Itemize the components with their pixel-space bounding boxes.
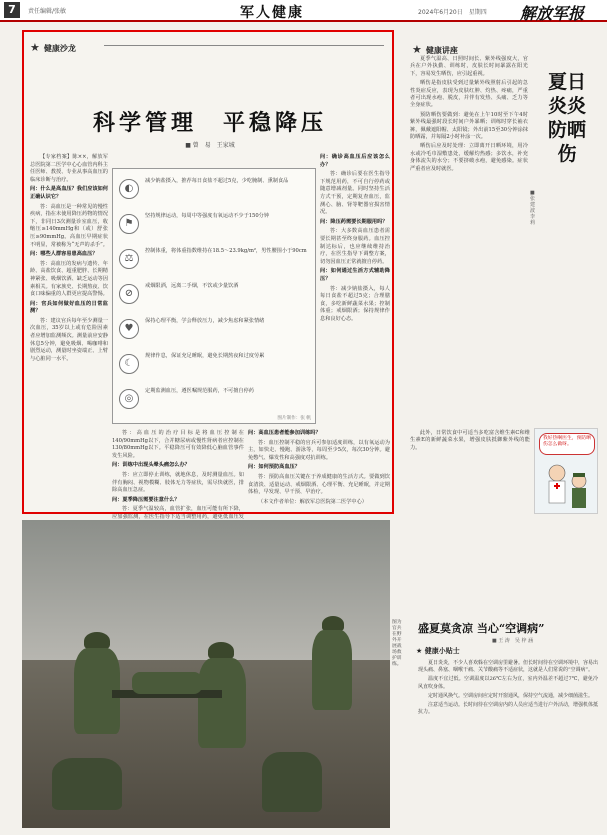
no-smoking-icon: ⊘ xyxy=(119,284,139,304)
article-body-continued xyxy=(410,430,530,514)
paragraph: 答：减少钠盐摄入，每人每日食盐不超过5克；合理膳食，多吃新鲜蔬菜水果；控制体重；戒烟限酒；保持规律作息和良好心态。 xyxy=(320,285,390,322)
paragraph: 答：大多数高血压患者需要长期甚至终身服药。血压控制达标后，也应继续维持治疗，在医生指导下调整方案，切勿因血压正常就擅自停药。 xyxy=(320,228,390,265)
page-header xyxy=(0,0,607,22)
sun-protection-article[interactable] xyxy=(402,30,598,514)
doctor-illustration-icon xyxy=(535,429,599,515)
tip-text: 坚持规律运动，每周中等强度有氧运动不少于150分钟 xyxy=(145,213,270,219)
paragraph: 预防晒伤要做到：避免在上午10时至下午4时紫外线最强时段长时间户外暴晒；训练时穿长袖衣裤，佩戴遮阳帽、太阳镜；外出前15至30分钟涂抹防晒霜，并每隔2小时补涂一次。 xyxy=(410,111,528,141)
training-photo[interactable] xyxy=(22,520,390,828)
run-icon: ⚑ xyxy=(119,214,139,234)
paragraph: 问：降压药需要长期服用吗？ xyxy=(320,218,388,225)
paragraph: 问：哪些人群容易患高血压？ xyxy=(30,251,98,258)
tips-infographic xyxy=(112,168,316,424)
paragraph: 定时通风换气。空调房间应定时开窗通风，保持空气流通，减少细菌滋生。 xyxy=(428,692,594,699)
column-tag-label: 健康沙龙 xyxy=(43,44,76,53)
paragraph: 此外，日常饮食中可适当多吃富含维生素C和维生素E的新鲜蔬菜水果，增强皮肤抵御紫外线的能力。 xyxy=(410,430,530,451)
paragraph: 答：高血压是一种常见的慢性疾病，指在未使用降压药物的情况下，非同日3次测量诊室血压，收缩压≥140mmHg和（或）舒张压≥90mmHg。高血压早期症状不明显，常被称为“无声的杀手”。 xyxy=(30,203,108,248)
star-icon: ★ xyxy=(30,41,40,54)
photo-caption: 图为官兵在野外开展战场救护训练。 xyxy=(392,620,402,667)
paragraph: 【专家档案】陈××，解放军总医院第二医学中心心血管内科主任医师、教授、专业从事高血压的临床诊断与治疗。 xyxy=(30,154,108,183)
paragraph: 问：如何通过生活方式辅助降压？ xyxy=(320,268,390,282)
paragraph: 问：高血压患者能参加训练吗？ xyxy=(248,430,321,436)
tip-text: 保持心理平衡，学会释放压力，减少焦虑和紧张情绪 xyxy=(145,318,265,324)
article-byline: ■ 王 涛 吴 梓 涵 xyxy=(492,638,534,644)
infographic-credit: 图片制作：张 帆 xyxy=(277,416,311,421)
tip-text: 控制体重，将体重指数维持在18.5～23.9kg/m²，男性腰围小于90cm xyxy=(145,248,307,254)
paragraph: 答：血压控制平稳的官兵可参加适度训练，以有氧运动为主，如快走、慢跑、游泳等，每周至少5次，每次30分钟。避免憋气、爆发性和高强度对抗训练。 xyxy=(248,439,390,461)
tip-item xyxy=(113,208,317,240)
paragraph: 答：夏季气温较高，血管扩张，血压可能有所下降，应加强监测，在医生指导下适当调整用药，避免低血压发 xyxy=(112,506,244,520)
doctor-cartoon xyxy=(534,428,598,514)
article-body xyxy=(418,660,598,830)
paragraph: 问：如何预防高血压？ xyxy=(248,464,300,471)
article-author: ■ 曾 易 王家城 xyxy=(185,142,235,149)
article-headline: 盛夏莫贪凉 当心“空调病” xyxy=(418,622,545,635)
paragraph: 问：什么是高血压？我们应该如何正确认识它？ xyxy=(30,186,108,200)
paragraph: 答：建议官兵每年至少测量一次血压，35岁以上或有危险因素者应增加监测频次。测量前应安静休息5分钟，避免吸烟、喝咖啡和剧烈运动，测量时坐姿端正、上臂与心脏同一水平。 xyxy=(30,317,108,362)
air-conditioning-article[interactable] xyxy=(412,620,600,830)
tip-item xyxy=(113,348,317,380)
article-column-1 xyxy=(30,154,108,510)
divider xyxy=(104,45,384,46)
star-icon: ★ xyxy=(412,43,422,56)
speech-bubble: 我好热啊医生，预防晒伤怎么做呀。 xyxy=(539,433,595,455)
paragraph: 晒伤是指皮肤受到过量紫外线照射后引起的急性炎症反应，表现为皮肤红肿、灼热、疼痛，严重者可出现水疱、脱皮，并伴有发热、头痛、乏力等全身症状。 xyxy=(410,80,528,109)
newspaper-logo: 解放军报 xyxy=(520,4,585,23)
tip-item xyxy=(113,243,317,275)
soldier-figure xyxy=(198,658,246,748)
article-column-2 xyxy=(320,154,390,424)
tip-item xyxy=(113,173,317,205)
paragraph: 问：官兵如何做好血压的日常监测？ xyxy=(30,300,108,315)
article-headline: 夏日炎炎防晒伤 xyxy=(547,71,586,165)
editor-credit: 责任编辑/张敏 xyxy=(28,8,67,15)
paragraph: 夏日炎炎，不少人喜欢躲在空调房里避暑。但长时间待在空调环境中，容易出现头痛、鼻塞、咽喉干痛、关节酸痛等不适症状，这就是人们常说的“空调病”。 xyxy=(418,660,599,674)
page-number: 7 xyxy=(4,2,20,18)
tip-text: 定期监测血压，遵医嘱规范服药，不可擅自停药 xyxy=(145,388,254,394)
tip-text: 减少钠盐摄入，推荐每日食盐不超过5克，少吃腌制、熏制食品 xyxy=(145,178,289,184)
paragraph: 答：确诊后要在医生指导下规范用药，不可自行停药或随意增减剂量。同时坚持生活方式干预，定期复查血压，监测心、脑、肾等靶器官损害情况。 xyxy=(320,171,390,216)
heart-icon: ♥ xyxy=(119,319,139,339)
soldier-figure xyxy=(312,630,352,710)
column-tag-label: 健康小贴士 xyxy=(424,647,460,655)
paragraph: 问：确诊高血压后应该怎么办？ xyxy=(320,154,390,168)
tip-text: 戒烟限酒，远离二手烟，不饮或少量饮酒 xyxy=(145,283,239,289)
casualty-figure xyxy=(132,672,202,694)
paragraph: 注意适当运动。长时间待在空调房内的人员应适当进行户外活动，增强机体抵抗力。 xyxy=(418,702,599,716)
salt-icon: ◐ xyxy=(119,179,139,199)
paragraph: 晒伤后应及时处理：立即离开日晒环境，用冷水或冷毛巾湿敷患处，缓解灼热感；多饮水，补充身体流失的水分；不要挤破水疱，避免感染。症状严重者应及时就医。 xyxy=(410,143,528,172)
article-title: 科学管理 平稳降压 xyxy=(92,110,327,136)
article-byline: ■ 张 建 波 李 莉 xyxy=(530,190,541,226)
main-article[interactable] xyxy=(22,30,394,520)
paragraph: 温度不宜过低。空调温度以26℃左右为宜，室内外温差不超过7℃，避免冷风直吹身体。 xyxy=(418,676,598,690)
soldier-figure xyxy=(52,758,122,810)
monitor-icon: ◎ xyxy=(119,389,139,409)
paragraph: 问：夏季降压需要注意什么？ xyxy=(112,496,180,503)
scale-icon: ⚖ xyxy=(119,249,139,269)
column-tag xyxy=(416,646,460,656)
article-column-3 xyxy=(112,430,244,520)
paragraph: 答：预防高血压关键在于养成健康的生活方式。要做到饮食清淡、适量运动、戒烟限酒、心理平衡、充足睡眠，并定期体检，早发现、早干预、早治疗。 xyxy=(248,473,390,496)
paragraph: 夏季气温高、日照时间长、紫外线强度大，官兵在户外执勤、训练时，皮肤长时间暴露在阳光下，容易发生晒伤，应引起重视。 xyxy=(410,56,528,77)
paragraph: 答：高血压的发病与遗传、年龄、高盐饮食、超重肥胖、长期精神紧张、吸烟饮酒、缺乏运动等因素相关。有家族史、长期熬夜、饮食口味偏重的人群更应提高警惕。 xyxy=(30,260,108,298)
section-title: 军人健康 xyxy=(240,5,304,21)
issue-date: 2024年6月20日 星期四 xyxy=(418,9,487,16)
column-tag xyxy=(412,38,458,57)
paragraph: 问：训练中出现头晕头痛怎么办？ xyxy=(112,462,190,469)
paragraph: 答：应立即停止训练，就地休息，及时测量血压。如伴有胸闷、视物模糊、肢体无力等症状，需尽快就医，排除高血压急症。 xyxy=(112,471,244,494)
article-column-4 xyxy=(248,430,390,510)
tip-item xyxy=(113,383,317,415)
paragraph: （本文作者单位：解放军总医院第二医学中心） xyxy=(258,498,367,505)
sleep-icon: ☾ xyxy=(119,354,139,374)
tip-item xyxy=(113,313,317,345)
paragraph: 答：高血压的治疗目标是将血压控制在140/90mmHg以下，合并糖尿病或慢性肾病者应控制在130/80mmHg以下。平稳降压可有效降低心脑血管事件发生风险。 xyxy=(112,430,244,459)
star-icon: ★ xyxy=(416,647,423,655)
article-body xyxy=(410,56,528,426)
column-tag xyxy=(30,36,76,54)
tip-text: 规律作息，保证充足睡眠，避免长期熬夜和过度劳累 xyxy=(145,353,265,359)
soldier-figure xyxy=(262,752,322,812)
tip-item xyxy=(113,278,317,310)
column-tag-label: 健康讲座 xyxy=(425,46,458,55)
